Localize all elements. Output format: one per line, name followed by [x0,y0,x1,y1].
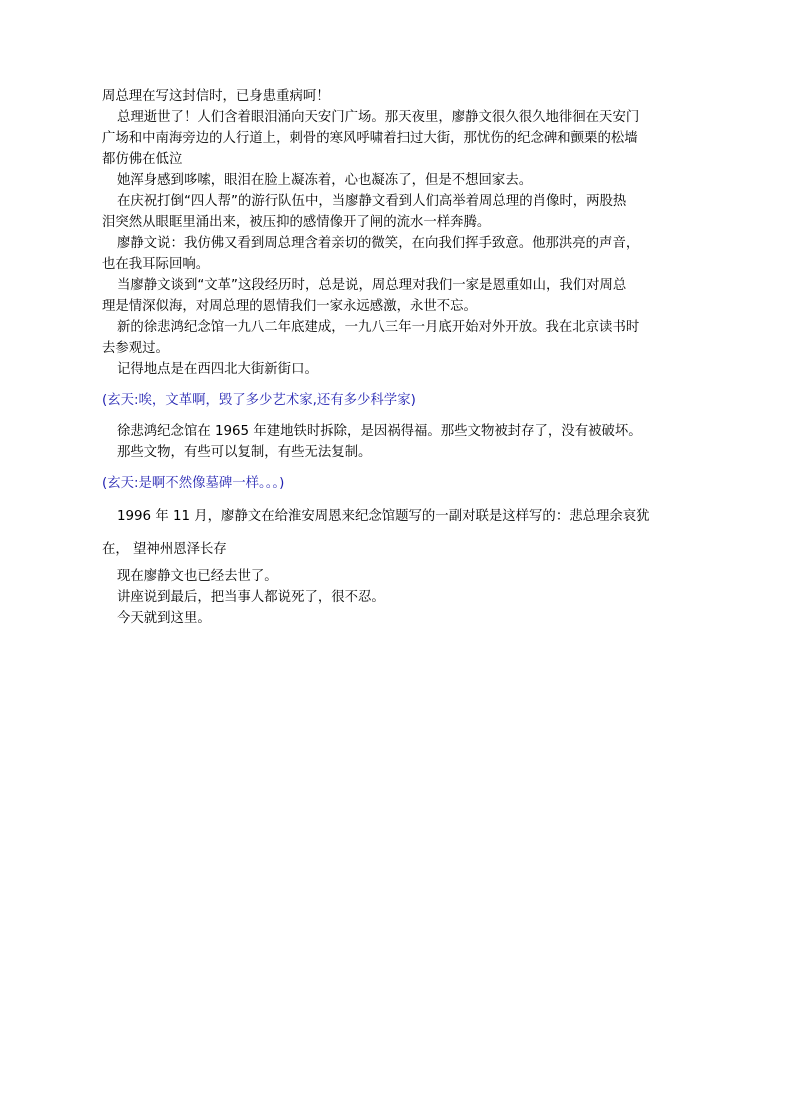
text-line: 那些文物，有些可以复制，有些无法复制。 [117,445,372,460]
text-line: 去参观过。 [102,341,169,356]
spacer [102,527,692,539]
text-line: 徐悲鸿纪念馆在 1965 年建地铁时拆除，是因祸得福。那些文物被封存了，没有被破坏。 [117,424,642,439]
text-line: 1996 年 11 月，廖静文在给淮安周恩来纪念馆题写的一副对联是这样写的：悲总理余哀犹 [117,509,650,524]
text-line: 理是情深似海，对周总理的恩情我们一家永远感激，永世不忘。 [102,299,477,314]
spacer [102,411,692,421]
text-line: 廖静文说：我仿佛又看到周总理含着亲切的微笑，在向我们挥手致意。他那洪亮的声音， [117,236,640,251]
text-line: 在庆祝打倒“四人帮”的游行队伍中，当廖静文看到人们高举着周总理的肖像时，两股热 [117,194,627,209]
spacer [102,380,692,390]
text-line: 总理逝世了！人们含着眼泪涌向天安门广场。那天夜里，廖静文很久很久地徘徊在天安门 [117,110,640,125]
text-line: 讲座说到最后，把当事人都说死了，很不忍。 [117,590,385,605]
text-line: 新的徐悲鸿纪念馆一九八二年底建成，一九八三年一月底开始对外开放。我在北京读书时 [117,320,640,335]
text-line: 也在我耳际回响。 [102,257,210,272]
spacer [102,463,692,473]
text-line: 周总理在写这封信时，已身患重病呵！ [102,89,330,104]
text-line: 泪突然从眼眶里涌出来，被压抑的感情像开了闸的流水一样奔腾。 [102,215,491,230]
text-line: 今天就到这里。 [117,611,211,626]
spacer [102,494,692,506]
reader-comment: (玄天:是啊不然像墓碑一样。。。) [102,476,285,491]
text-line: 记得地点是在西四北大街新街口。 [117,362,318,377]
reader-comment: (玄天:唉，文革啊，毁了多少艺术家,还有多少科学家) [102,393,416,408]
text-line: 都仿佛在低泣 [102,152,183,167]
text-line: 广场和中南海旁边的人行道上，刺骨的寒风呼啸着扫过大街，那忧伤的纪念碑和颤栗的松墙 [102,131,638,146]
document-body [102,86,692,629]
text-line: 她浑身感到哆嗦，眼泪在脸上凝冻着，心也凝冻了，但是不想回家去。 [117,173,533,188]
text-line: 现在廖静文也已经去世了。 [117,569,278,584]
text-line: 当廖静文谈到“文革”这段经历时，总是说，周总理对我们一家是恩重如山，我们对周总 [117,278,627,293]
text-line: 在， 望神州恩泽长存 [102,542,227,557]
